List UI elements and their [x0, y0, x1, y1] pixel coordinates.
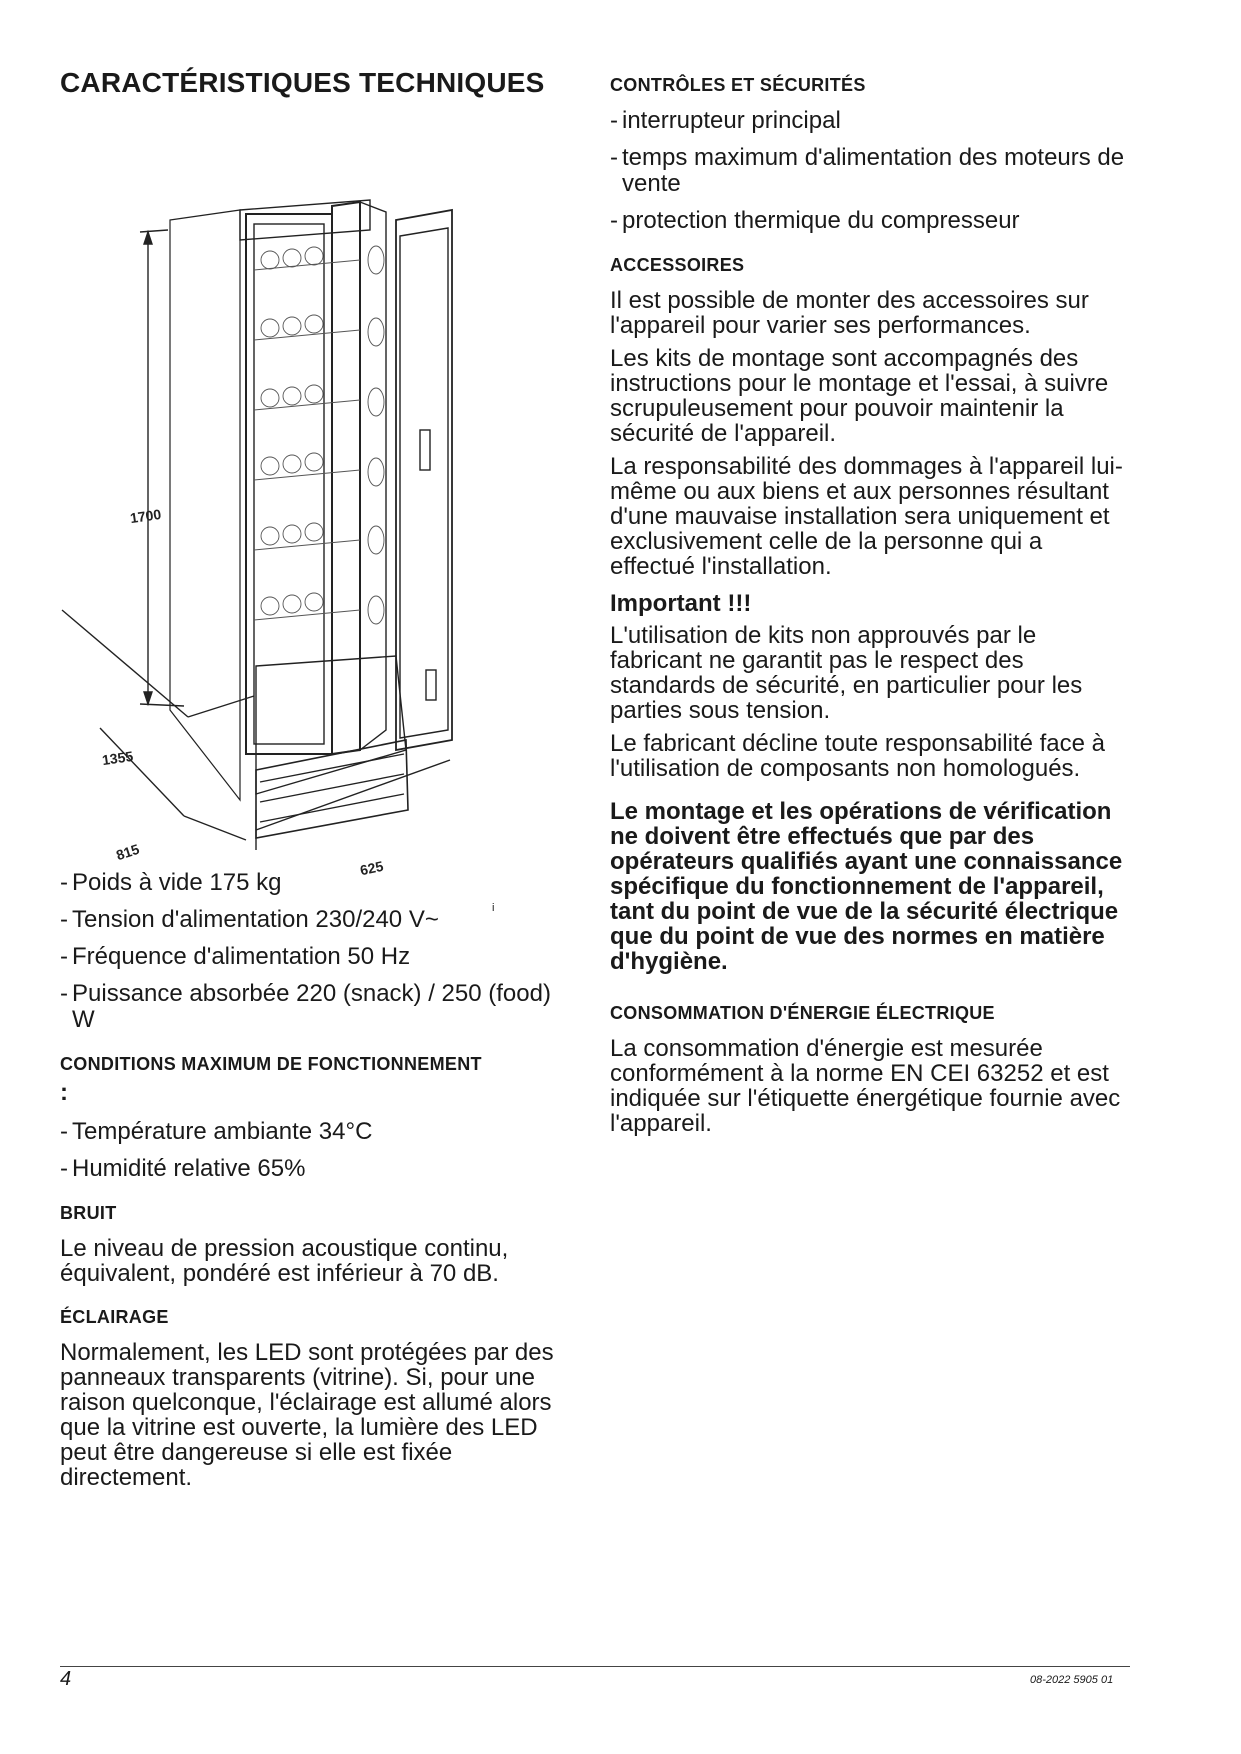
- eclairage-heading: ÉCLAIRAGE: [60, 1307, 169, 1327]
- spec-item: - Fréquence d'alimentation 50 Hz: [60, 944, 580, 970]
- controles-heading: CONTRÔLES ET SÉCURITÉS: [610, 75, 866, 95]
- controles-list: [610, 108, 1130, 234]
- condition-item: - Température ambiante 34°C: [60, 1119, 580, 1145]
- figure-mark: i: [492, 902, 495, 914]
- spec-item: - Poids à vide 175 kg: [60, 870, 580, 896]
- bruit-heading: BRUIT: [60, 1203, 117, 1223]
- controle-item: - protection thermique du compresseur: [610, 208, 1130, 234]
- left-column: [60, 66, 580, 1498]
- controle-item: - interrupteur principal: [610, 108, 1130, 134]
- bruit-text: Le niveau de pression acoustique continu, équivalent, pondéré est inférieur à 70 dB.: [60, 1235, 509, 1287]
- document-reference: 08-2022 5905 01: [1030, 1674, 1114, 1686]
- spec-list: [60, 870, 580, 1033]
- consommation-text: La consommation d'énergie est mesurée conformément à la norme EN CEI 63252 et est indiquée sur l'étiquette énergétique fournie avec l'appareil.: [610, 1035, 1121, 1137]
- important-paragraph: L'utilisation de kits non approuvés par le fabricant ne garantit pas le respect des standards de sécurité, en particulier pour les parties sous tension.: [610, 622, 1083, 724]
- important-paragraph: Le fabricant décline toute responsabilité face à l'utilisation de composants non homologués.: [610, 730, 1105, 782]
- accessoires-paragraph: Les kits de montage sont accompagnés des instructions pour le montage et l'essai, à suivre scrupuleusement pour pouvoir maintenir la sécurité de l'appareil.: [610, 345, 1109, 447]
- dimension-width-label: 815: [114, 840, 142, 864]
- conditions-colon: :: [60, 1079, 68, 1106]
- page-number: 4: [60, 1668, 72, 1690]
- spec-item: - Tension d'alimentation 230/240 V~: [60, 907, 580, 933]
- page-title: CARACTÉRISTIQUES TECHNIQUES: [60, 67, 545, 98]
- eclairage-text: Normalement, les LED sont protégées par des panneaux transparents (vitrine). Si, pour une raison quelconque, l'éclairage est allumé alors que la vitrine est ouverte, la lumière des LED peut être dangereuse si elle est fixée directement.: [60, 1339, 554, 1491]
- spec-item: - Puissance absorbée 220 (snack) / 250 (food) W: [60, 981, 580, 1033]
- footer-divider: [60, 1666, 1130, 1667]
- condition-item: - Humidité relative 65%: [60, 1156, 580, 1182]
- conditions-list: [60, 1119, 580, 1182]
- accessoires-heading: ACCESSOIRES: [610, 255, 745, 275]
- dimension-height-label: 1700: [129, 505, 163, 527]
- accessoires-paragraph: La responsabilité des dommages à l'appareil lui-même ou aux biens et aux personnes résultant d'une mauvaise installation sera uniquement et exclusivement celle de la personne qui a effectué l'installation.: [610, 453, 1123, 580]
- conditions-heading: CONDITIONS MAXIMUM DE FONCTIONNEMENT: [60, 1054, 482, 1074]
- important-heading: Important !!!: [610, 590, 752, 617]
- consommation-heading: CONSOMMATION D'ÉNERGIE ÉLECTRIQUE: [610, 1003, 995, 1023]
- right-column: [610, 66, 1130, 1144]
- important-warning: Le montage et les opérations de vérification ne doivent être effectués que par des opérateurs qualifiés ayant une connaissance spécifique du fonctionnement de l'appareil, tant du point de vue de la sécurité électrique que du point de vue des normes en matière d'hygiène.: [610, 798, 1123, 975]
- dimension-depth-label: 1355: [101, 747, 135, 769]
- controle-item: - temps maximum d'alimentation des moteurs de vente: [610, 145, 1130, 197]
- accessoires-paragraph: Il est possible de monter des accessoires sur l'appareil pour varier ses performances.: [610, 287, 1089, 339]
- dimension-side-label: 625: [358, 857, 385, 879]
